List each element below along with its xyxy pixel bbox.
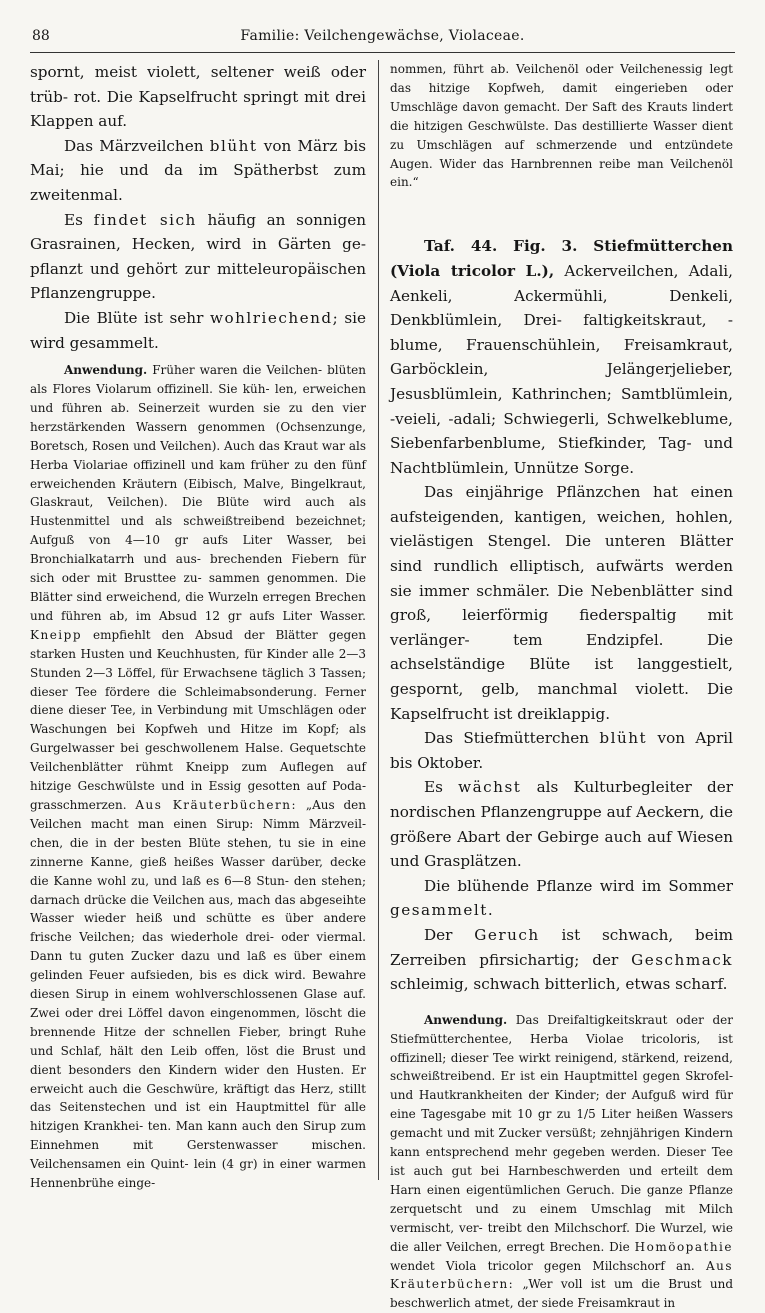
paragraph: Das Stiefmütterchen blüht von April bis Oktober. [390,729,733,772]
spaced-term: blüht [209,136,258,155]
usage-label: Anwendung. [64,363,148,378]
paragraph: Die Blüte ist sehr wohlriechend; sie wird gesammelt. [30,308,366,352]
paragraph: Es findet sich häufig an sonnigen Grasrainen, Hecken, wird in Gärten ge- pflanzt und gehört zur mitteleuropäischen Pflanzengruppe. [30,210,366,303]
paragraph: Das Märzveilchen blüht von März bis Mai; hie und da im Spätherbst zum zweitenmal. [30,136,367,204]
paragraph: Es wächst als Kulturbegleiter der nordischen Pflanzengruppe auf Aeckern, die größere Abart der Gebirge auch auf Wiesen und Grasplätzen. [390,778,733,871]
paragraph: Die blühende Pflanze wird im Sommer gesammelt. [390,876,733,920]
plate-heading: Taf. 44. Fig. 3. Stiefmütterchen (Viola tricolor L.), [390,237,733,280]
spaced-term: wächst [458,778,522,797]
column-divider [378,60,379,1180]
spaced-term: Aus Kräuterbüchern: [390,1258,733,1292]
spaced-term: wohlriechend [209,308,333,327]
spaced-term: Aus Kräuterbüchern: [135,797,297,812]
paragraph: nommen, führt ab. Veilchenöl oder Veilchenessig legt das hitzige Kopfweh, damit eingerieben oder Umschläge davon gemacht. Der Saft des Krauts lindert die hitzigen Geschwülste. Das destillierte Wasser dient zu Umschlägen auf schmerzende und entzündete Augen. Wider das Harnbrennen reibe man Veilchenöl ein.“ [390,62,733,190]
usage-paragraph: Anwendung. Früher waren die Veilchen- blüten als Flores Violarum offizinell. Sie küh- len, erweichen und führen ab. Seinerzeit wurden sie zu den vier herzstärkenden Wassern genommen (Ochsenzunge, Boretsch, Rosen und Veilchen). Auch das Kraut war als Herba Violariae offizinell und kam früher zu den fünf erweichenden Kräutern (Eibisch, Malve, Bingelkraut, Glaskraut, Veilchen). Die Blüte wird auch als Hustenmittel und als schweißtreibend bezeichnet; Aufguß von 4—10 gr aufs Liter Wasser, bei Bronchialkatarrh und aus- brechenden Fiebern für sich oder mit Brusttee zu- sammen genommen. Die Blätter sind erweichend, die Wurzeln erregen Brechen und führen ab, im Absud 12 gr aufs Liter Wasser. Kneipp empfiehlt den Absud der Blätter gegen starken Husten und Keuchhusten, für Kinder alle 2—3 Stunden 2—3 Löffel, für Erwachsene täglich 3 Tassen; dieser Tee fördere die Schleimabsonderung. Ferner diene dieser Tee, in Verbindung mit Umschlägen oder Waschungen bei Kopfweh und Hitze im Kopf; als Gurgelwasser bei geschwollenem Halse. Gequetschte Veilchenblätter rühmt Kneipp zum Auflegen auf hitzige Geschwülste und in Essig gesotten auf Poda- grasschmerzen. Aus Kräuterbüchern: „Aus den Veilchen macht man einen Sirup: Nimm Märzveil- chen, die in der besten Blüte stehen, tu sie in eine zinnerne Kanne, gieß heißes Wasser darüber, decke die Kanne wohl zu, und laß es 6—8 Stun- den stehen; darnach drücke die Veilchen aus, mach das abgeseihte Wasser wieder heiß und schütte es über andere frische Veilchen; das wiederhole drei- oder viermal. Dann tu guten Zucker dazu und laß es über einem gelinden Feuer aufsieden, bis es dick wird. Bewahre diesen Sirup in einem wohlverschlossenen Glase auf. Zwei oder drei Löffel davon eingenommen, löscht die brennende Hitze der schnellen Fieber, bringt Ruhe und Schlaf, hält den Leib offen, löst die Brust und dient besonders den Kindern wider den Husten. Er erweicht auch die Geschwüre, kräftigt das Herz, stillt das Seitenstechen und ist ein Hauptmittel für alle hitzigen Krankhei- ten. Man kann auch den Sirup zum Einnehmen mit Gerstenwasser mischen. Veilchensamen ein Quint- lein (4 gr) in einer warmen Hennenbrühe einge- [30,363,366,1191]
spaced-term: Geruch [474,925,540,944]
page-number: 88 [32,28,50,44]
spaced-term: Homöopathie [634,1239,733,1254]
spaced-term: Kneipp [30,627,82,642]
paragraph: Der Geruch ist schwach, beim Zerreiben pfirsichartig; der Geschmack schleimig, schwach bitterlich, etwas scharf. [390,925,733,994]
usage-label: Anwendung. [424,1012,508,1027]
running-head: Familie: Veilchengewächse, Violaceae. [240,28,525,44]
left-column [30,60,366,1192]
spaced-term: gesammelt [390,901,488,920]
spaced-term: findet sich [93,210,197,229]
paragraph: spornt, meist violett, seltener weiß oder trüb- rot. Die Kapselfrucht springt mit drei Klappen auf. [30,63,366,131]
spaced-term: Geschmack [631,950,733,969]
paragraph: Das einjährige Pflänzchen hat einen aufsteigenden, kantigen, weichen, hohlen, vielästigen Stengel. Die unteren Blätter sind rundlich elliptisch, aufwärts werden sie immer schmäler. Die Nebenblätter sind groß, leierförmig fiederspaltig mit verlänger- tem Endzipfel. Die achselständige Blüte ist langgestielt, gespornt, gelb, manchmal violett. Die Kapselfrucht ist dreiklappig. [390,483,733,723]
page-header [30,26,735,53]
right-column [390,60,733,1311]
spaced-term: blüht [599,729,648,748]
plate-entry: Taf. 44. Fig. 3. Stiefmütterchen (Viola tricolor L.), Ackerveilchen, Adali, Aenkeli, Ackermühli, Denkeli, Denkblümlein, Drei- faltigkeitskraut, -blume, Frauenschühlein, Freisamkraut, Garböcklein, Jelängerjelieber, Jesusblümlein, Kathrinchen; Samtblümlein, -veieli, -adali; Schwiegerli, Schwelkeblume, Siebenfarbenblume, Stiefkinder, Tag- und Nachtblümlein, Unnütze Sorge. [390,237,733,477]
usage-paragraph: Anwendung. Das Dreifaltigkeitskraut oder der Stiefmütterchentee, Herba Violae tricoloris, ist offizinell; dieser Tee wirkt reinigend, stärkend, reizend, schweißtreibend. Er ist ein Hauptmittel gegen Skrofel- und Hautkrankheiten der Kinder; der Aufguß wird für eine Tagesgabe mit 10 gr zu 1/5 Liter heißen Wassers gemacht und mit Zucker versüßt; zehnjährigen Kindern kann entsprechend mehr gegeben werden. Dieser Tee ist auch gut bei Harnbeschwerden und erteilt dem Harn einen eigentümlichen Geruch. Die ganze Pflanze zerquetscht und zu einem Umschlag mit Milch vermischt, ver- treibt den Milchschorf. Die Wurzel, wie die aller Veilchen, erregt Brechen. Die Homöopathie wendet Viola tricolor gegen Milchschorf an. Aus Kräuterbüchern: „Wer voll ist um die Brust und beschwerlich atmet, der siede Freisamkraut in [390,1012,733,1311]
